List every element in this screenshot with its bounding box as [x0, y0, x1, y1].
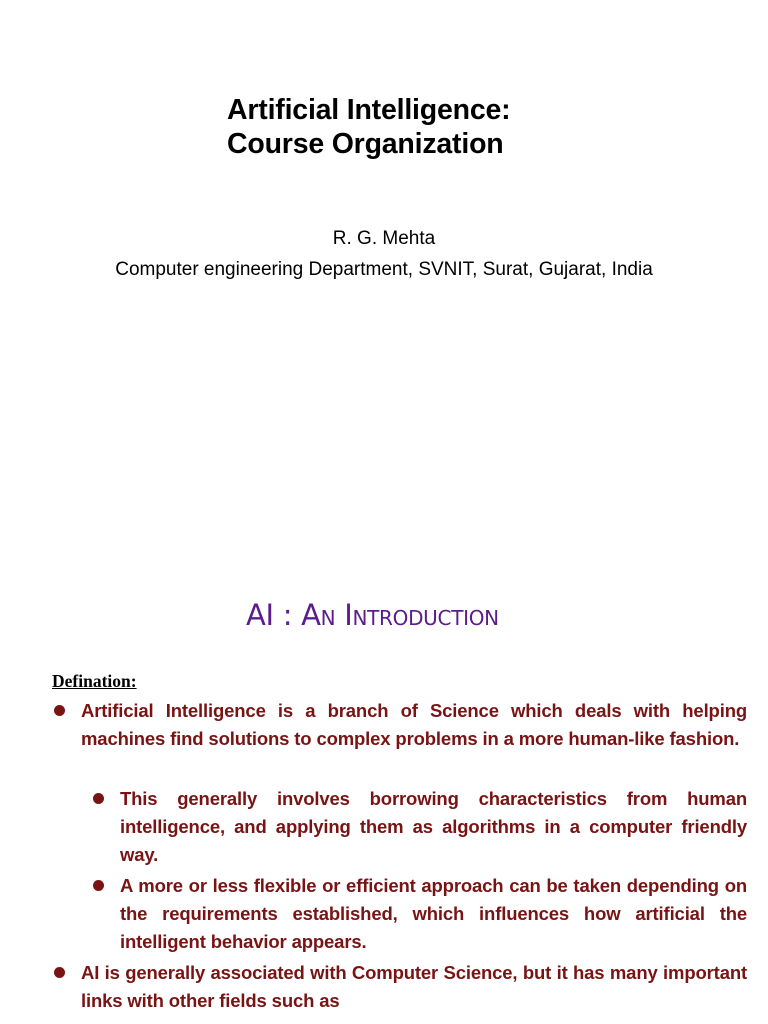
slide-title-line-1: Artificial Intelligence: [227, 94, 511, 126]
sub-bullet-item-2: A more or less flexible or efficient approach can be taken depending on the requirements established, which influences how artificial the intelligent behavior appears. [120, 875, 747, 952]
sub-bullet-item-1: This generally involves borrowing characteristics from human intelligence, and applying them as algorithms in a computer friendly way. [120, 788, 747, 865]
section-heading: AI : An Introduction [246, 598, 499, 632]
bullet-item-1: Artificial Intelligence is a branch of Science which deals with helping machines find solutions to complex problems in a more human-like fashion. [81, 700, 747, 749]
slide-title-line-2: Course Organization [227, 128, 504, 160]
bullet-dot-icon [93, 880, 104, 891]
bullet-dot-icon [54, 705, 65, 716]
bullet-item-2: AI is generally associated with Computer Science, but it has many important links with other fields such as [81, 962, 747, 1011]
definition-label: Defination: [52, 671, 137, 691]
bullet-dot-icon [54, 967, 65, 978]
author-affiliation: Computer engineering Department, SVNIT, Surat, Gujarat, India [115, 259, 653, 280]
bullet-dot-icon [93, 793, 104, 804]
slide-title [227, 93, 510, 161]
author-name: R. G. Mehta [332, 228, 436, 249]
